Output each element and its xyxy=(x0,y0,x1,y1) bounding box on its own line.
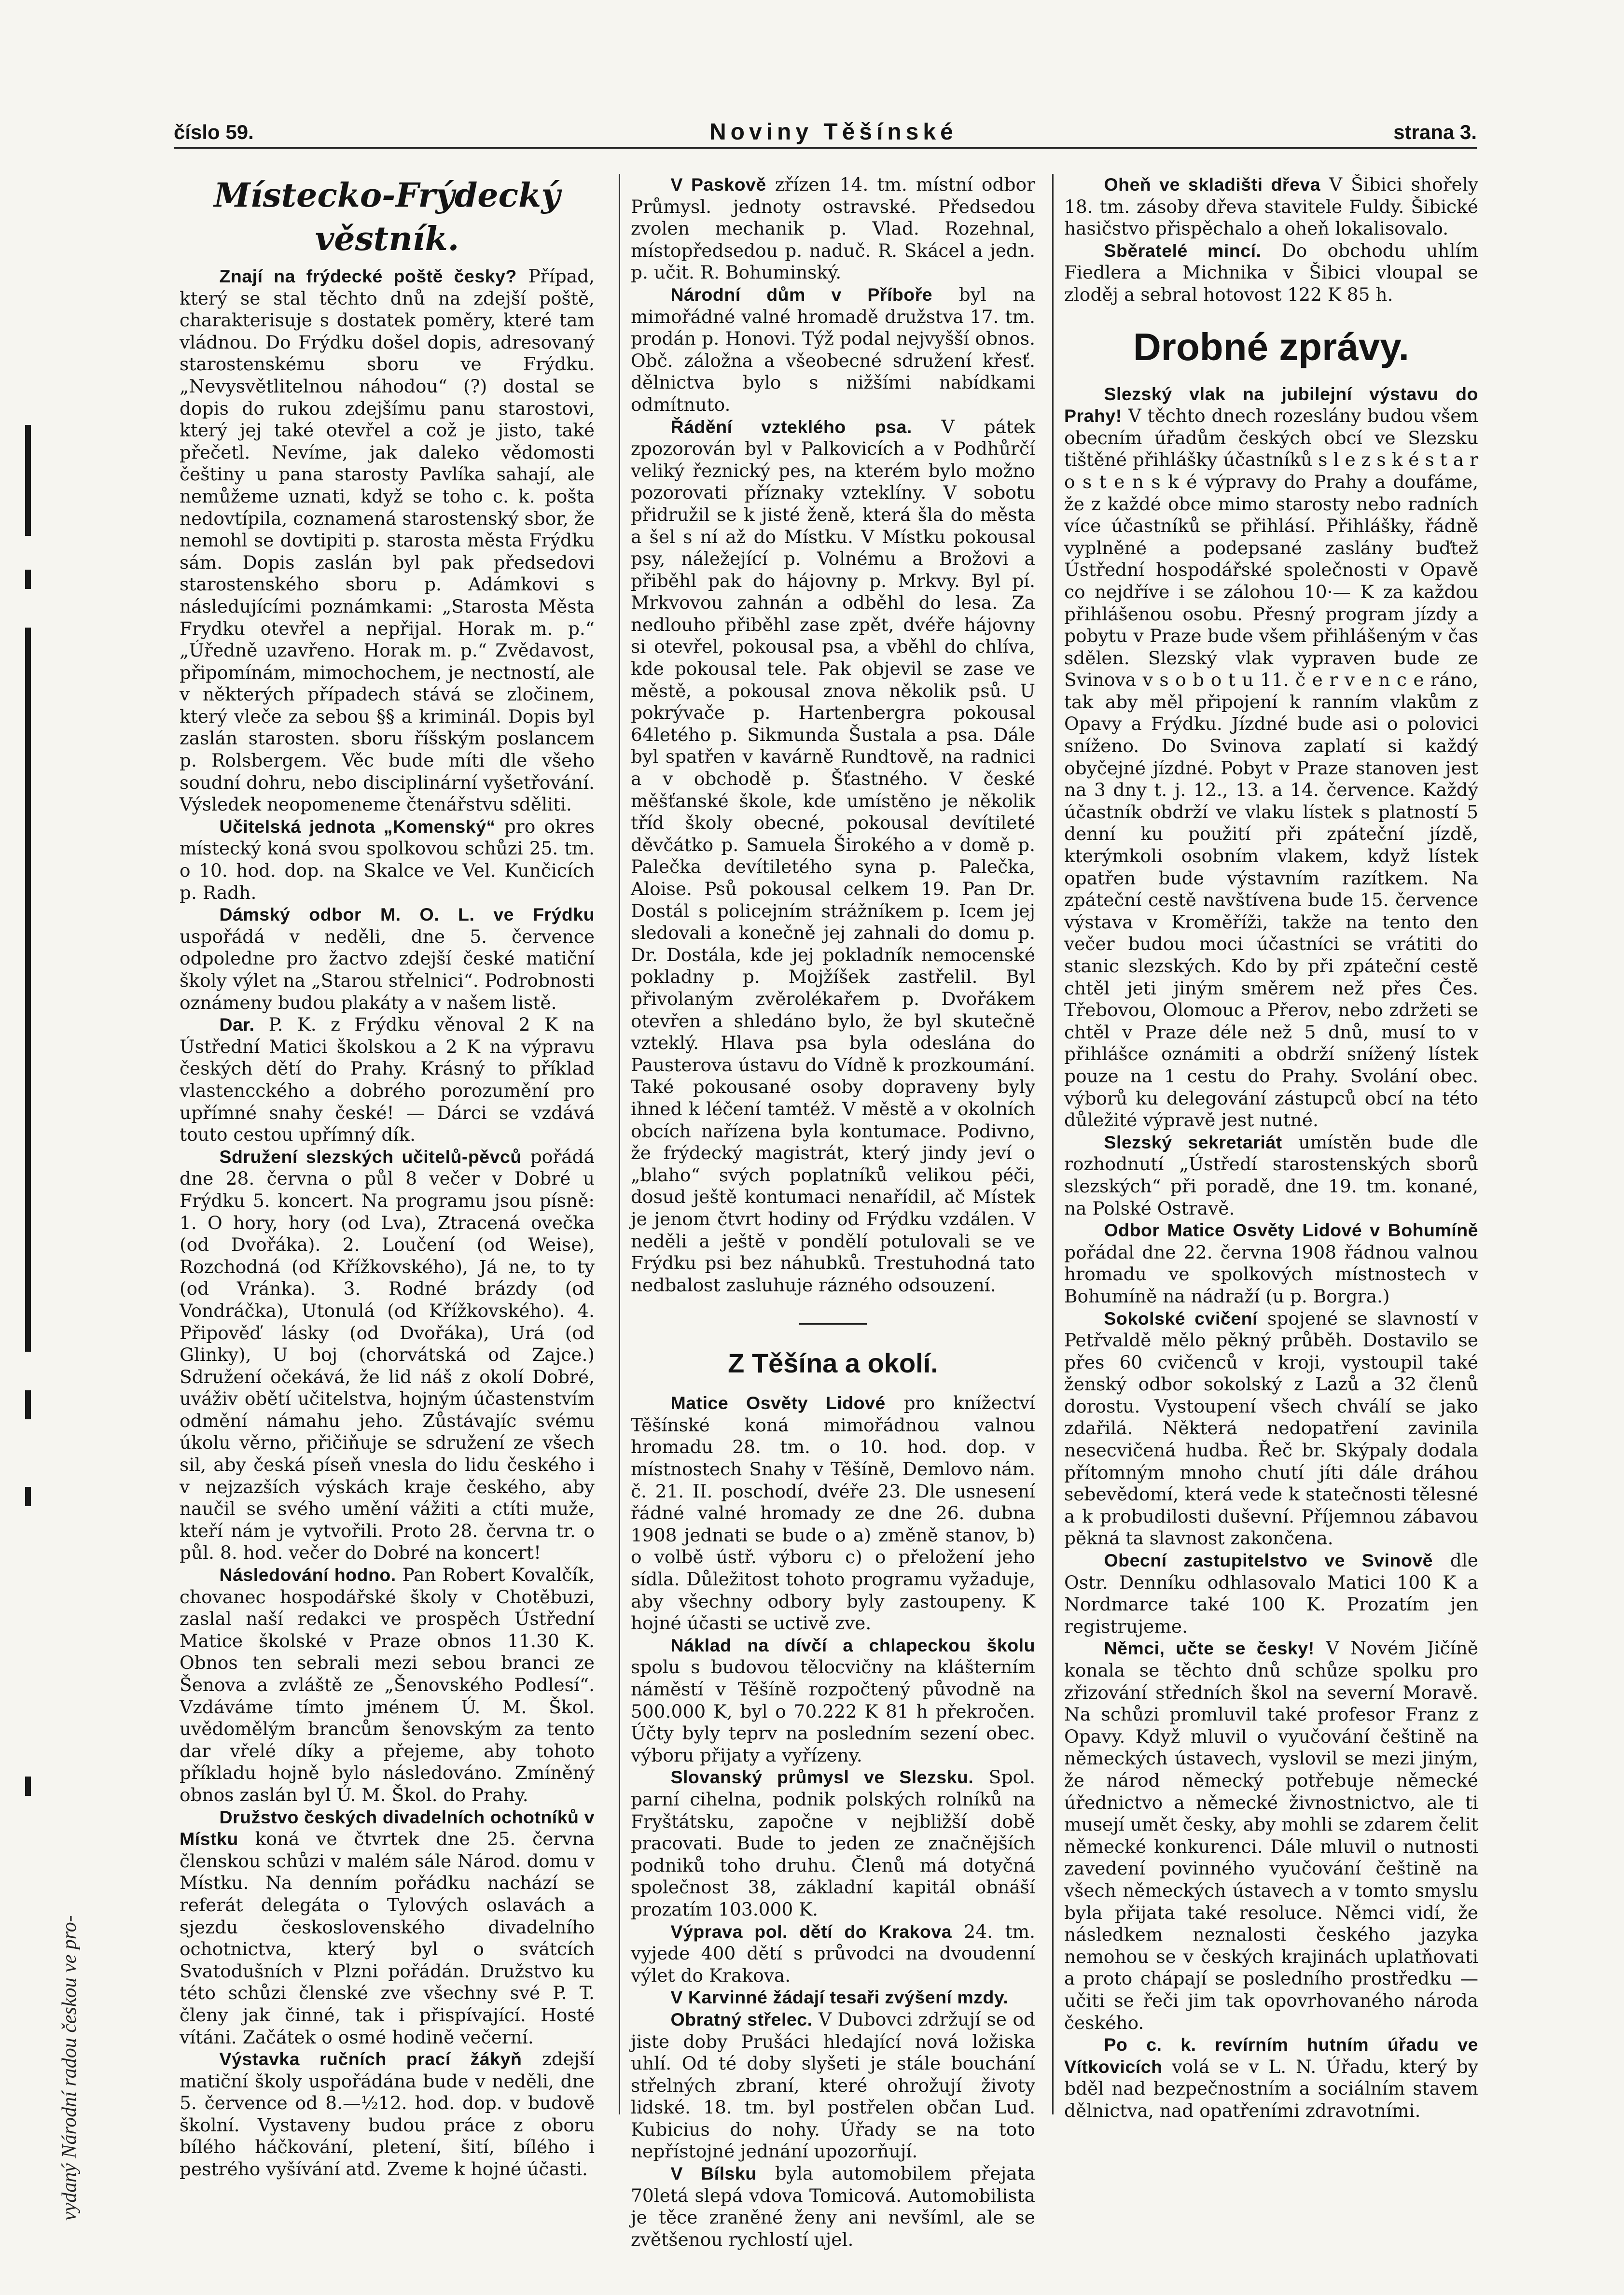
article-paragraph xyxy=(1064,1308,1478,1550)
article-paragraph xyxy=(1064,240,1478,306)
article-paragraph xyxy=(631,416,1035,1297)
article-lead: Náklad na dívčí a chlapeckou školu xyxy=(670,1635,1035,1655)
article-text: V Dubovci zdržují se od jiste doby Prušáci hledající nová ložiska uhlí. Od té doby slyšeti je stále bouchání střelných zbraní, které ohrožují životy lidské. 18. tm. byl postřelen občan Lud. Kubicius do nohy. Úřady se na toto nepřístojné jednání upozorňují. xyxy=(631,2008,1035,2162)
article-text: umístěn bude dle rozhodnutí „Ústředí starostenských sborů slezských“ při poradě, dne 19. tm. konané, na Polské Ostravě. xyxy=(1064,1131,1478,1219)
article-lead: Po c. k. revírním hutním úřadu ve Vítkovicích xyxy=(1064,2034,1478,2077)
article-lead: V Karvinné žádají tesaři zvýšení mzdy. xyxy=(670,1987,1009,2008)
article-list xyxy=(631,1392,1035,2251)
article-text: uspořádá v neděli, dne 5. července odpoledne pro žactvo zdejší české matiční školy výlet na „Starou střelnici“. Podrobnosti oznámeny budou plakáty a v našem listě. xyxy=(180,925,595,1013)
article-paragraph xyxy=(1064,1219,1478,1307)
article-text: dle Ostr. Denníku odhlasovalo Matici 100 K a Nordmarce také 100 K. Prozatím jen registrujeme. xyxy=(1064,1550,1478,1637)
article-text: pořádá dne 28. června o půl 8 večer v Dobré u Frýdku 5. koncert. Na programu jsou písně: 1. O hory, hory (od Lva), Ztracená ovečka (od Dvořáka). 2. Loučení (od Weise), Rozchodná (od Křížkovského), Já ne, to ty (od Vránka). 3. Rodné brázdy (od Vondráčka), Utonulá (od Křížkovského). 4. Připověď lásky (od Dvořáka), Urá (od Glinky), U boj (chorvátská od Zajce.) Sdružení očekává, že lid náš z okolí Dobré, uváživ obětí učitelstva, hojným účastenstvím odmění námahu jeho. Zůstávajíc svému úkolu věrno, přičiňuje se sdružení ze všech sil, aby česká píseň vnesla do lidu českého i v nejzazších výskách kraje českého, aby naučil se svého umění vážiti a ctíti muže, kteří nám je vytvořili. Proto 28. června tr. o půl. 8. hod. večer do Dobré na koncert! xyxy=(180,1146,595,1564)
article-paragraph xyxy=(1064,174,1478,240)
article-paragraph xyxy=(1064,2034,1478,2122)
article-list xyxy=(1064,174,1478,306)
article-text: Do obchodu uhlím Fiedlera a Michnika v Šibici vloupal se zloděj a sebral hotovost 122 K 85 h. xyxy=(1064,239,1478,305)
column-1 xyxy=(180,174,595,2180)
article-lead: Slezský sekretariát xyxy=(1104,1132,1282,1152)
article-lead: Slezský vlak na jubilejní výstavu do Prahy! xyxy=(1064,383,1478,426)
article-lead: Učitelská jednota „Komenský“ xyxy=(219,816,496,837)
article-paragraph xyxy=(180,266,595,816)
article-text: byl na mimořádné valné hromadě družstva 17. tm. prodán p. Honovi. Týž podal nejvyšší obnos. Obč. záložna a všeobecné sdružení křesť. dělnictva bylo s nižšími nabídkami odmítnuto. xyxy=(631,283,1035,415)
article-text: V Šibici shořely 18. tm. zásoby dřeva stavitele Fuldy. Šibické hasičstvo přispěchalo a oheň lokalisovalo. xyxy=(1064,174,1478,239)
article-lead: V Paskově xyxy=(670,174,766,195)
article-text: Pan Robert Kovalčík, chovanec hospodářské školy v Chotěbuzi, zaslal naší redakci ve prospěch Ústřední Matice školské v Praze obnos 11.30 K. Obnos ten sebrali mezi sebou branci ze Šenova a zvláště ze „Šenovského Podlesí“. Vzdáváme tímto jménem Ú. M. Škol. uvědomělým brancům šenovským za tento dar vřelé díky a přejeme, aby tohoto příkladu hojně bylo následováno. Zmíněný obnos zaslán byl Ú. M. Škol. do Prahy. xyxy=(180,1564,595,1805)
article-paragraph xyxy=(1064,383,1478,1132)
article-lead: Sokolské cvičení xyxy=(1104,1308,1258,1329)
stamp-bar xyxy=(25,1390,31,1419)
article-paragraph xyxy=(180,1564,595,1806)
article-paragraph xyxy=(1064,1637,1478,2034)
section-title-drobne: Drobné zprávy. xyxy=(1133,325,1409,368)
article-lead: Matice Osvěty Lidové xyxy=(670,1393,886,1413)
article-paragraph xyxy=(180,1014,595,1146)
article-text: Případ, který se stal těchto dnů na zdejší poště, charakterisuje s dostatek poměry, které tam vládnou. Do Frýdku došel dopis, adresovaný starostenskému sboru ve Frýdku. „Nevysvětlitelnou náhodou“ (?) dostal se dopis do rukou zdejšímu panu starostovi, který jej také otevřel a což je jisto, také přečetl. Nevíme, jak daleko vědomosti češtiny u pana starosty Pavlíka sahají, ale nemůžeme uznati, když se toho c. k. pošta nedovtípila, coznamená starostenský sbor, že nemohl se dovtipiti p. starosta města Frýdku sám. Dopis zaslán byl pak předsedovi starostenského sboru p. Adámkovi s následujícími poznámkami: „Starosta Města Frydku otevřel a nepřijal. Horak m. p.“ „Úředně uzavřeno. Horak m. p.“ Zvědavost, připomínám, mimochochem, je nectností, ale v některých případech stává se zločinem, který vleče za sebou §§ a kriminál. Dopis byl zaslán starosten. sboru říšským poslancem p. Rolsbergem. Věc bude míti dle všeho soudní dohru, nebo disciplinární vyšetřování. Výsledek neopomeneme čtenářstvu sděliti. xyxy=(180,266,595,815)
article-text: pořádal dne 22. června 1908 řádnou valnou hromadu ve spolkových místnostech v Bohumíně na nádraží (u p. Borgra.) xyxy=(1064,1241,1478,1307)
stamp-bar xyxy=(25,1777,31,1796)
article-lead: Znají na frýdecké poště česky? xyxy=(219,266,517,286)
article-paragraph xyxy=(1064,1550,1478,1637)
article-text: V těchto dnech rozeslány budou všem obecním úřadům českých obcí ve Slezsku tištěné přihlášky účastníků s l e z s k é s t a r o s t e n s k é výpravy do Prahy a doufáme, že z každé obce mimo starosty nebo radních více účastníků se přihlásí. Přihlášky, řádně vyplněné a podepsané zaslány buďtež Ústřední hospodářské společnosti v Opavě co nejdříve i se zálohou 10·— K za každou přihlášenou osobu. Přesný program jízdy a pobytu v Praze bude všem přihlášeným v čas sdělen. Slezský vlak vypraven bude ze Svinova v s o b o t u 11. č e r v e n c e ráno, tak aby měl připojení k ranním vlakům z Opavy a Frýdku. Jízdné bude asi o polovici sníženo. Do Svinova zaplatí si každý obyčejné jízdné. Pobyt v Praze stanoven jest na 3 dny t. j. 12., 13. a 14. července. Každý účastník obdrží ve vlaku lístek s platností 5 denní ku použití při zpáteční jízdě, kterýmkoli osobním vlakem, když lístek opatřen bude výstavním razítkem. Na zpáteční cestě navštívena bude 15. července výstava v Kroměříži, takže na tento den večer budou moci účastníci se vrátiti do stanic slezských. Kdo by při zpáteční cestě chtěl jeti jiným směrem než přes Čes. Třebovou, Olomouc a Přerov, nebo zdržeti se chtěl v Praze déle než 5 dnů, musí to v přihlášce oznámiti a obdrží snížený lístek pouze na 1 cestu do Prahy. Svolání obec. výborů ku delegování zástupců obcí na této důležité výpravě jest nutné. xyxy=(1064,405,1478,1131)
article-text: zdejší matiční školy uspořádána bude v neděli, dne 5. července od 8.—½12. hod. dop. v budově školní. Vystaveny budou práce z oboru bílého háčkování, pletení, šití, bílého i pestrého vyšívání atd. Zveme k hojné účasti. xyxy=(180,2048,595,2180)
article-paragraph xyxy=(631,1635,1035,1767)
article-text: pro knížectví Těšínské koná mimořádnou valnou hromadu 28. tm. o 10. hod. dop. v místnostech Snahy v Těšíně, Demlovo nám. č. 21. II. poschodí, dvéře 23. Dle usnesení řádné valné hromady ze dne 26. dubna 1908 jednati se bude o a) změně stanov, b) o volbě ústř. výboru c) o přeložení jeho sídla. Důležitost tohoto programu vyžaduje, aby všechny odbory byly zastoupeny. K hojné účasti se uctivě zve. xyxy=(631,1392,1035,1634)
stamp-text: vydaný Národní radou českou ve pro- xyxy=(58,1915,81,2221)
article-text: spolu s budovou tělocvičny na klášterním náměstí v Těšíně rozpočtený původně na 500.000 K, byl o 70.222 K 81 h překročen. Účty byly teprv na posledním sezení obec. výboru přijaty a vyřízeny. xyxy=(631,1656,1035,1766)
article-lead: Řádění vzteklého psa. xyxy=(670,416,912,437)
stamp-bar xyxy=(25,425,31,536)
article-text: 24. tm. vyjede 400 dětí s průvodci na dvoudenní výlet do Krakova. xyxy=(631,1920,1035,1986)
article-list xyxy=(631,174,1035,1296)
article-text: byla automobilem přejata 70letá slepá vdova Tomicová. Automobilista je těce zraněné ženy ani nevšíml, ale se zvětšenou rychlostí ujel. xyxy=(631,2163,1036,2250)
article-paragraph xyxy=(631,1392,1035,1635)
article-lead: V Bílsku xyxy=(670,2163,757,2184)
column-3 xyxy=(1052,174,1478,2121)
stamp-bar xyxy=(25,570,31,589)
article-lead: Obratný střelec. xyxy=(670,2009,813,2029)
article-lead: Němci, učte se česky! xyxy=(1104,1638,1315,1659)
article-lead: Slovanský průmysl ve Slezsku. xyxy=(670,1767,974,1788)
page-header xyxy=(174,117,1477,149)
article-lead: Obecní zastupitelstvo ve Svinově xyxy=(1104,1550,1433,1571)
article-paragraph xyxy=(631,1987,1035,2009)
stamp-bar xyxy=(25,1487,31,1506)
article-text: Spol. parní cihelna, podnik polských rolníků na Fryštátsku, započne v nejbližší době pracovati. Bude to jeden ze značnějších podniků toho druhu. Členů má dotyčná společnost 38, základní kapitál obnáší prozatím 103.000 K. xyxy=(631,1766,1035,1920)
article-lead: Dámský odbor M. O. L. ve Frýdku xyxy=(219,904,595,925)
article-paragraph xyxy=(631,284,1035,416)
library-stamp xyxy=(18,425,81,2221)
article-lead: Družstvo českých divadelních ochotníků v Místku xyxy=(180,1806,595,1849)
stamp-bar xyxy=(25,628,31,1352)
article-list xyxy=(1064,383,1478,2122)
article-paragraph xyxy=(180,1806,595,2049)
article-text: V Novém Jičíně konala se těchto dnů schůze spolku pro zřizování středních škol na severní Moravě. Na schůzi promluvil také profesor Franz z Opavy. Když mluvil o vyučování češtině na německých ústavech, vyslovil se mezi jiným, že národ německý potřebuje německé úřednictvo a německé živnostnictvo, ale ti musejí umět česky, aby mohli se zdarem čelit německé konkurenci. Dále mluvil o nutnosti zavedení povinného vyučování češtině na všech německých ústavech a v tomto smyslu byla přijata také resoluce. Němci vidí, že následkem neznalosti českého jazyka nemohou se v českých krajinách uplatňovati a proto chápají se posledního prostředku — učiti se řeči jim tak opovrhovaného národa českého. xyxy=(1064,1637,1478,2033)
section-title-mistecko: Místecko-Frýdecký věstník. xyxy=(214,176,560,258)
article-paragraph xyxy=(180,1146,595,1564)
article-lead: Národní dům v Příboře xyxy=(670,284,933,305)
page-number: strana 3. xyxy=(1393,121,1477,143)
article-lead: Následování hodno. xyxy=(219,1565,396,1585)
article-lead: Odbor Matice Osvěty Lidové v Bohumíně xyxy=(1104,1220,1478,1241)
section-title-tesin: Z Těšína a okolí. xyxy=(728,1348,938,1379)
article-text: koná ve čtvrtek dne 25. června členskou schůzi v malém sále Národ. domu v Místku. Na denním pořádku nachází se referát delegáta o Tylových oslavách a sjezdu československého divadelního ochotnictva, který byl o svátcích Svatodušních v Plzni pořádán. Družstvo ku této schůzi členské zve všechny své P. T. členy jak činné, tak i přispívající. Hosté vítáni. Začátek o osmé hodině večerní. xyxy=(180,1828,595,2048)
article-paragraph xyxy=(631,2009,1035,2163)
article-text: volá se v L. N. Úřadu, který by bděl nad bezpečnostním a sociálním stavem dělnictva, nad opatřeními zdravotními. xyxy=(1064,2056,1478,2121)
article-paragraph xyxy=(631,174,1035,284)
article-lead: Výprava pol. dětí do Krakova xyxy=(670,1921,952,1942)
newspaper-title: Noviny Těšínské xyxy=(709,119,958,145)
article-text: zřízen 14. tm. místní odbor Průmysl. jednoty ostravské. Předsedou zvolen mechanik p. Vlad. Rozehnal, místopředsedou p. naduč. R. Skácel a jedn. p. učit. R. Bohuminský. xyxy=(631,174,1035,283)
article-paragraph xyxy=(631,2163,1035,2251)
column-2 xyxy=(619,174,1036,2250)
article-paragraph xyxy=(631,1766,1035,1920)
divider xyxy=(799,1323,867,1325)
article-paragraph xyxy=(1064,1132,1478,1219)
article-text: V pátek zpozorován byl v Palkovicích a v Podhůrčí veliký řeznický pes, na kterém bylo možno pozorovati příznaky vzteklíny. V sobotu přidružil se k jisté ženě, která šla do města a šel s ní až do Místku. V Místku pokousal psy, náležející p. Volnému a Brožovi a přiběhl pak do hájovny p. Mrkvy. Byl pí. Mrkvovou zahnán a odběhl do lesa. Za nedlouho přiběhl zase zpět, dvéře hájovny si otevřel, pokousal psa, a vběhl do chlíva, kde pokousal tele. Pak objevil se zase ve městě, a pokousal znova několik psů. U pokrývače p. Hartenbergra pokousal 64letého p. Sikmunda Šustala a psa. Dále byl spatřen v kavárně Rundtově, na radnici a v obchodě p. Šťastného. V české měšťanské škole, kde umístěno je několik tříd školy obecné, pokousal devítileté děvčátko p. Samuela Širokého a v domě p. Palečka devítiletého syna p. Palečka, Aloise. Psů pokousal celkem 19. Pan Dr. Dostál s policejním strážníkem p. Icem jej sledovali a konečně jej zahnali do domu p. Dr. Dostála, kde jej pokladník nemocenské pokladny p. Mojžíšek zastřelil. Byl přivolaným zvěrolékařem p. Dvořákem otevřen a shledáno bylo, že byl skutečně vzteklý. Hlava psa byla odeslána do Pausterova ústavu do Vídně k prozkoumání. Také pokousané osoby dopraveny byly ihned k léčení tamtéž. V městě a v okolních obcích nařízena byla kontumace. Podivno, že frýdecký magistrát, který jindy jeví o „blaho“ svých poplatníků velikou péči, dosud ještě kontumaci nenařídil, ač Místek je jenom čtvrt hodiny od Frýdku vzdálen. V neděli a ještě v pondělí potulovali se ve Frýdku psi bez náhubků. Trestuhodná tato nedbalost zasluhuje rázného odsouzení. xyxy=(631,416,1035,1296)
article-lead: Výstavka ručních prací žákyň xyxy=(219,2049,522,2070)
article-lead: Oheň ve skladišti dřeva xyxy=(1104,174,1321,195)
article-text: P. K. z Frýdku věnoval 2 K na Ústřední Matici školskou a 2 K na výpravu českých dětí do Prahy. Krásný to příklad vlastencckého a dobrého porozumění pro upřímné snahy české! — Dárci se vzdává touto cestou upřímný dík. xyxy=(180,1014,595,1146)
article-paragraph xyxy=(631,1921,1035,1987)
article-lead: Dar. xyxy=(219,1014,255,1035)
article-text: pro okres místecký koná svou spolkovou schůzi 25. tm. o 10. hod. dop. na Skalce ve Vel. Kunčicích p. Radh. xyxy=(180,815,595,903)
article-lead: Sběratelé mincí. xyxy=(1104,240,1262,261)
article-paragraph xyxy=(180,904,595,1014)
article-list xyxy=(180,266,595,2181)
article-lead: Sdružení slezských učitelů-pěvců xyxy=(219,1146,522,1167)
article-paragraph xyxy=(180,2048,595,2181)
article-text: spojené se slavností v Petřvaldě mělo pěkný průběh. Dostavilo se přes 60 cvičenců v kroji, vystoupil také ženský odbor sokolský z Lazů a 32 členů dorostu. Vystoupení všech chválí se jako zdařilá. Některá nedopatření zavinila nesecvičená hudba. Řeč br. Skýpaly dodala přítomným mnoho chutí jíti dále dráhou sebevědomí, která vede k statečnosti tělesné a k probudilosti duševní. Příjemnou zábavou pěkná ta slavnost zakončena. xyxy=(1064,1307,1478,1549)
issue-number: číslo 59. xyxy=(174,121,254,143)
article-paragraph xyxy=(180,816,595,904)
